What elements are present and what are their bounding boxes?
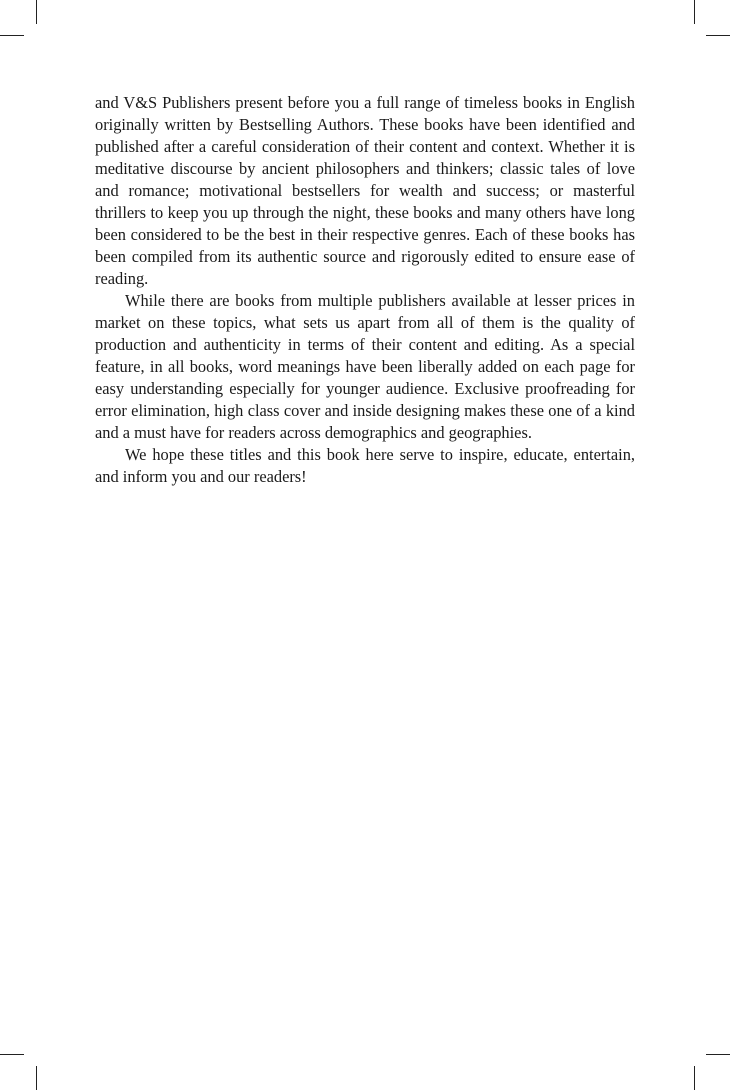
crop-mark-top-right-vertical <box>694 0 695 24</box>
crop-mark-bottom-left-vertical <box>36 1066 37 1090</box>
crop-mark-top-right-horizontal <box>706 35 730 36</box>
paragraph-1: and V&S Publishers present before you a full range of timeless books in English originally written by Bestselling Authors. These books have been identified and published after a careful consideration of their content and context. Whether it is meditative discourse by ancient philosophers and thinkers; classic tales of love and romance; motivational bestsellers for wealth and success; or masterful thrillers to keep you up through the night, these books and many others have long been considered to be the best in their respective genres. Each of these books has been compiled from its authentic source and rigorously edited to ensure ease of reading. <box>95 93 635 288</box>
paragraph-2: While there are books from multiple publishers available at lesser prices in market on these topics, what sets us apart from all of them is the quality of production and authenticity in terms of their content and editing. As a special feature, in all books, word meanings have been liberally added on each page for easy understanding especially for younger audience. Exclusive proofreading for error elimination, high class cover and inside designing makes these one of a kind and a must have for readers across demographics and geographies. <box>95 291 635 442</box>
crop-mark-bottom-right-horizontal <box>706 1054 730 1055</box>
paragraph-3: We hope these titles and this book here serve to inspire, educate, entertain, and inform you and our readers! <box>95 445 635 486</box>
crop-mark-bottom-right-vertical <box>694 1066 695 1090</box>
crop-mark-top-left-vertical <box>36 0 37 24</box>
body-text <box>95 92 635 488</box>
crop-mark-top-left-horizontal <box>0 35 24 36</box>
crop-mark-bottom-left-horizontal <box>0 1054 24 1055</box>
